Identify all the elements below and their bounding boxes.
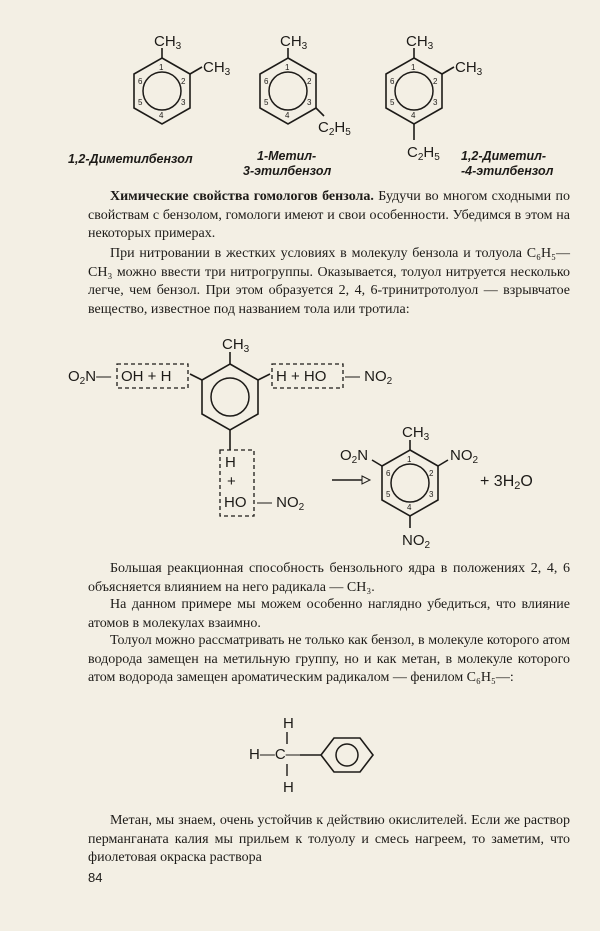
- no2-label: — $NO_2$: [257, 494, 305, 513]
- plus-label: +: [227, 473, 236, 490]
- ch3-label: $CH_3$: [203, 59, 231, 78]
- ring-number: 3: [181, 98, 186, 107]
- paragraph-nitration: При нитровании в жестких условиях в молекулу бензола и толуола C₆H₅—CH₃ можно ввести три нитрогруппы. Оказывается, толуол нитруется несколько легче, чем бензол. При этом образуется 2, 4, 6-тринитротолуол — взрывчатое вещество, известное под названием тола или тротила:: [88, 246, 570, 317]
- ring-number: 2: [433, 77, 438, 86]
- o2n-label: $O_2N$: [340, 447, 369, 466]
- water-product-label: + 3H2O: [480, 473, 533, 492]
- no2-label: $NO_2$: [450, 447, 479, 466]
- caption-dimethylethylbenzene-line1: 1,2-Диметил-: [461, 149, 547, 163]
- paragraph-homolog-properties: [88, 188, 570, 244]
- ring-number: 1: [407, 455, 412, 464]
- ch3-label: $CH_3$: [406, 33, 434, 52]
- structure-dimethylethylbenzene: [386, 33, 554, 178]
- ring-number: 5: [390, 98, 395, 107]
- ring-number: 2: [181, 77, 186, 86]
- caption-methylethylbenzene-line1: 1-Метил-: [257, 149, 317, 163]
- paragraph-mutual-influence: На данном примере мы можем особенно наглядно убедиться, что влияние атомов в молекулах взаимно.: [88, 597, 570, 631]
- caption-dimethylbenzene: 1,2-Диметилбензол: [68, 152, 193, 166]
- ring-number: 4: [159, 111, 164, 120]
- ring-number: 4: [285, 111, 290, 120]
- caption-methylethylbenzene-line2: 3-этилбензол: [243, 164, 332, 178]
- h-label: H: [283, 715, 294, 732]
- ch3-label: $CH_3$: [455, 59, 483, 78]
- reaction-toluene-nitration: [68, 336, 533, 551]
- ring-number: 1: [159, 63, 164, 72]
- paragraph-reactivity: Большая реакционная способность бензольного ядра в положениях 2, 4, 6 объясняется влиянием на него радикала — CH₃.: [88, 561, 570, 595]
- oh-plus-h-label: OH + H: [121, 368, 172, 385]
- ring-number: 6: [138, 77, 143, 86]
- structure-methylethylbenzene: [243, 33, 351, 178]
- caption-dimethylethylbenzene-line2: -4-этилбензол: [461, 164, 554, 178]
- ring-number: 5: [386, 490, 391, 499]
- ring-number: 3: [433, 98, 438, 107]
- no2-label: $NO_2$: [402, 532, 431, 551]
- ring-number: 5: [264, 98, 269, 107]
- ring-number: 1: [285, 63, 290, 72]
- paragraph-heading: Химические свойства гомологов бензола.: [110, 189, 374, 204]
- page-number: 84: [88, 870, 103, 885]
- ring-number: 4: [411, 111, 416, 120]
- h-plus-ho-label: H + HO: [276, 368, 327, 385]
- ring-number: 6: [390, 77, 395, 86]
- h-label: H: [225, 454, 236, 471]
- structure-toluene-methane: [249, 715, 373, 796]
- ch3-label: $CH_3$: [402, 424, 430, 443]
- ring-number: 6: [264, 77, 269, 86]
- paragraph-toluene-methane: Толуол можно рассматривать не только как бензол, в молекуле которого атом водорода замещен на метильную группу, но и как метан, в молекуле которого атом водорода замещен ароматическим радикалом — фенилом C₆H₅—:: [88, 633, 570, 685]
- structure-dimethylbenzene: [68, 33, 231, 166]
- c2h5-label: $C_2H_5$: [318, 119, 351, 138]
- paragraph-oxidation: Метан, мы знаем, очень устойчив к действию окислителей. Если же раствор перманганата калия мы прильем к толуолу и смесь нагреем, то заметим, что фиолетовая окраска раствора: [88, 813, 570, 865]
- no2-label: — $NO_2$: [345, 368, 393, 387]
- ring-number: 3: [429, 490, 434, 499]
- ch3-label: $CH_3$: [280, 33, 308, 52]
- c2h5-label: $C_2H_5$: [407, 144, 440, 163]
- h-label: H: [283, 779, 294, 796]
- ch3-label: $CH_3$: [154, 33, 182, 52]
- ring-number: 6: [386, 469, 391, 478]
- ho-label: HO: [224, 494, 247, 511]
- ring-number: 5: [138, 98, 143, 107]
- ring-number: 2: [429, 469, 434, 478]
- paragraph-text: Будучи во многом сходными по свойствам с бензолом, гомологи имеют и свои особенности. Убедимся в этом на некоторых примерах.: [88, 189, 570, 241]
- ring-number: 2: [307, 77, 312, 86]
- ch3-label: $CH_3$: [222, 336, 250, 355]
- ring-number: 4: [407, 503, 412, 512]
- ring-number: 1: [411, 63, 416, 72]
- o2n-label: $O_2N—$: [68, 368, 112, 387]
- h-c-label: H—C—: [249, 746, 301, 763]
- ring-number: 3: [307, 98, 312, 107]
